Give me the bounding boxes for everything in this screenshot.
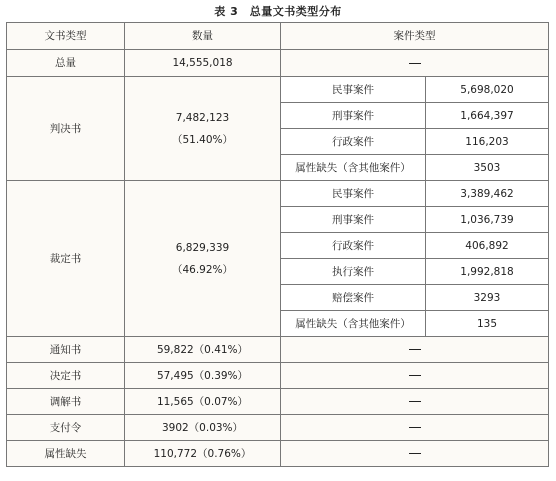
case-value: 3,389,462 <box>426 181 549 207</box>
table-row <box>7 415 549 441</box>
total-count: 14,555,018 <box>125 50 281 77</box>
judgment-count-cell <box>125 77 281 181</box>
case-type-dash <box>281 337 549 363</box>
table-row <box>7 363 549 389</box>
case-type-dash <box>281 389 549 415</box>
table-row <box>7 77 549 103</box>
table-caption: 表 3 总量文书类型分布 <box>214 5 342 18</box>
case-value: 5,698,020 <box>426 77 549 103</box>
ruling-count-cell <box>125 181 281 337</box>
case-type: 赔偿案件 <box>281 285 426 311</box>
case-value: 135 <box>426 311 549 337</box>
doc-type-value: 11,565（0.07%） <box>125 389 281 415</box>
case-type: 属性缺失（含其他案件） <box>281 311 426 337</box>
case-value: 1,664,397 <box>426 103 549 129</box>
header-doc-type: 文书类型 <box>7 23 125 50</box>
doc-type-label: 属性缺失 <box>7 441 125 467</box>
case-type: 刑事案件 <box>281 207 426 233</box>
doc-type-value: 110,772（0.76%） <box>125 441 281 467</box>
case-value: 116,203 <box>426 129 549 155</box>
table-row <box>7 181 549 207</box>
case-value: 3503 <box>426 155 549 181</box>
total-label: 总量 <box>7 50 125 77</box>
case-type: 行政案件 <box>281 129 426 155</box>
case-type-dash <box>281 441 549 467</box>
table-row <box>7 337 549 363</box>
case-type: 属性缺失（含其他案件） <box>281 155 426 181</box>
doc-type-value: 57,495（0.39%） <box>125 363 281 389</box>
judgment-count: 7,482,123 <box>175 111 230 124</box>
ruling-percent: （46.92%） <box>171 263 234 276</box>
case-value: 1,036,739 <box>426 207 549 233</box>
case-type: 民事案件 <box>281 181 426 207</box>
header-case-type: 案件类型 <box>281 23 549 50</box>
case-type: 行政案件 <box>281 233 426 259</box>
case-type: 刑事案件 <box>281 103 426 129</box>
doc-type-label: 决定书 <box>7 363 125 389</box>
total-case-type-dash <box>281 50 549 77</box>
doc-type-value: 3902（0.03%） <box>125 415 281 441</box>
case-value: 3293 <box>426 285 549 311</box>
document-type-table <box>6 22 549 467</box>
ruling-label: 裁定书 <box>7 181 125 337</box>
case-type-dash <box>281 415 549 441</box>
header-count: 数量 <box>125 23 281 50</box>
judgment-percent: （51.40%） <box>171 133 234 146</box>
case-type: 执行案件 <box>281 259 426 285</box>
case-type: 民事案件 <box>281 77 426 103</box>
ruling-count: 6,829,339 <box>175 241 230 254</box>
header-row <box>7 23 549 50</box>
case-value: 406,892 <box>426 233 549 259</box>
total-row <box>7 50 549 77</box>
judgment-label: 判决书 <box>7 77 125 181</box>
case-value: 1,992,818 <box>426 259 549 285</box>
table-row <box>7 389 549 415</box>
case-type-dash <box>281 363 549 389</box>
doc-type-value: 59,822（0.41%） <box>125 337 281 363</box>
doc-type-label: 支付令 <box>7 415 125 441</box>
doc-type-label: 调解书 <box>7 389 125 415</box>
doc-type-label: 通知书 <box>7 337 125 363</box>
table-row <box>7 441 549 467</box>
